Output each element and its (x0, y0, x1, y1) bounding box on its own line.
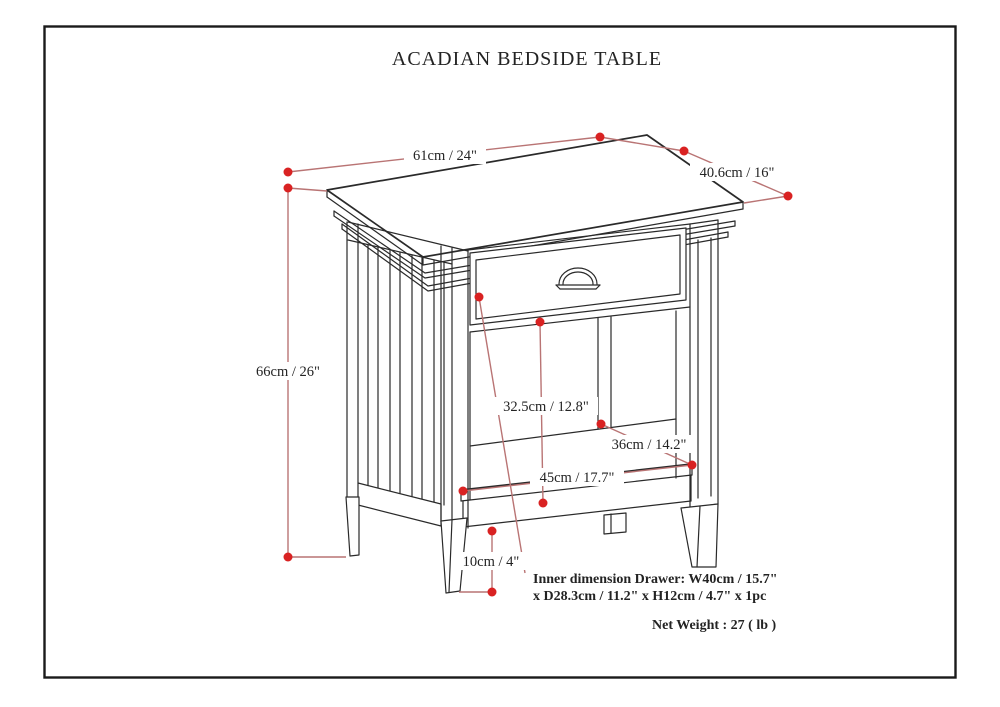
diagram-frame (45, 27, 956, 678)
marker-dot (536, 318, 545, 327)
drawer-inner-dimension-line1: Inner dimension Drawer: W40cm / 15.7" (533, 572, 778, 587)
marker-dot (475, 293, 484, 302)
page-title: ACADIAN BEDSIDE TABLE (391, 48, 663, 70)
dim-label-shelf-depth: 36cm / 14.2" (611, 437, 687, 453)
marker-dot (596, 133, 605, 142)
marker-dot (284, 168, 293, 177)
marker-dot (680, 147, 689, 156)
marker-dot (284, 553, 293, 562)
dim-label-leg-height: 10cm / 4" (462, 554, 520, 570)
dim-label-height: 66cm / 26" (256, 364, 320, 380)
marker-dot (597, 420, 606, 429)
marker-dot (284, 184, 293, 193)
dim-label-clearance: 32.5cm / 12.8" (503, 399, 589, 415)
marker-dot (688, 461, 697, 470)
back-right-leg (604, 513, 626, 534)
marker-dot (488, 588, 497, 597)
drawer-inner-dimension-line2: x D28.3cm / 11.2" x H12cm / 4.7" x 1pc (533, 589, 767, 604)
dim-label-shelf-width: 45cm / 17.7" (539, 470, 615, 486)
net-weight-note: Net Weight : 27 ( lb ) (652, 618, 777, 633)
marker-dot (539, 499, 548, 508)
dim-label-top-width: 61cm / 24" (413, 148, 477, 164)
dim-label-top-depth: 40.6cm / 16" (699, 165, 775, 181)
marker-dot (459, 487, 468, 496)
marker-dot (488, 527, 497, 536)
marker-dot (784, 192, 793, 201)
